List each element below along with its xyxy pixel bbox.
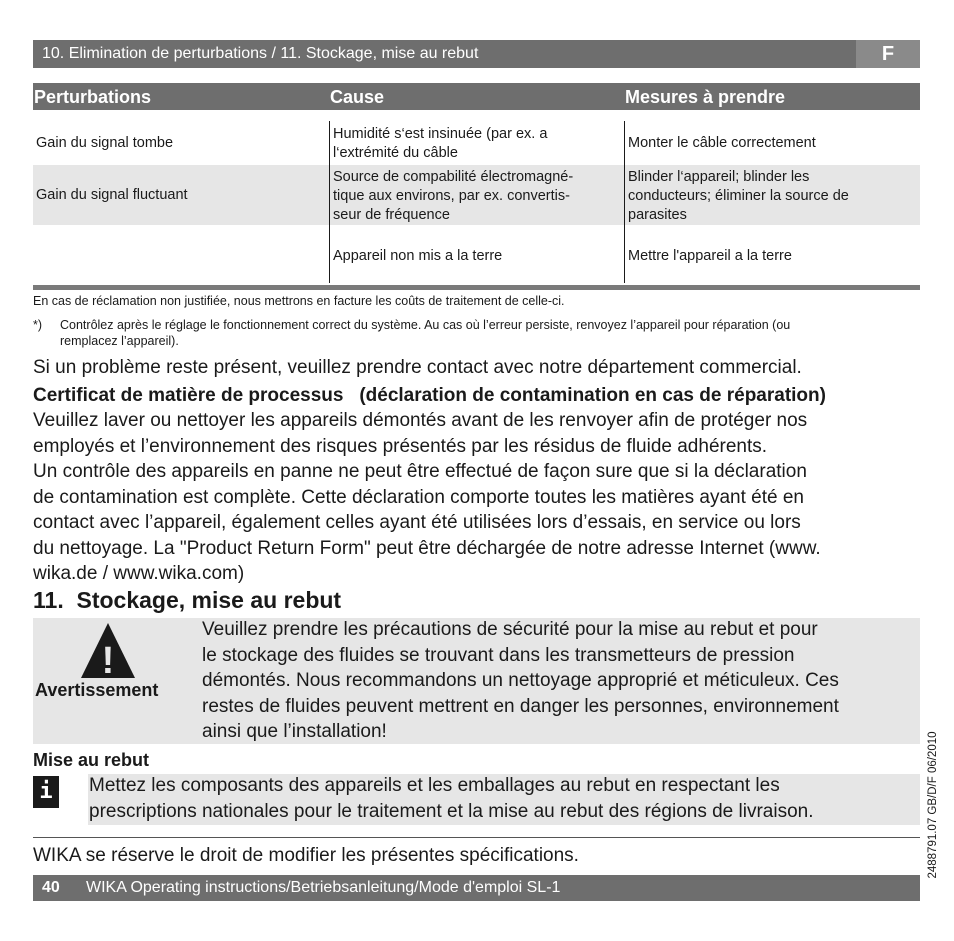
contact-paragraph: Si un problème reste présent, veuillez prendre contact avec notre département commercial. xyxy=(33,357,802,378)
table-divider xyxy=(624,121,625,165)
row1-mesure: Monter le câble correctement xyxy=(628,135,816,151)
claim-note: En cas de réclamation non justifiée, nous mettrons en facture les coûts de traitement de celle-ci. xyxy=(33,294,565,308)
row3-cause: Appareil non mis a la terre xyxy=(333,248,503,264)
row1-perturbation: Gain du signal tombe xyxy=(36,135,174,151)
col-header-cause: Cause xyxy=(330,87,385,107)
section-header-title: 10. Elimination de perturbations / 11. Stockage, mise au rebut xyxy=(42,45,479,62)
divider xyxy=(33,837,920,838)
col-header-perturbations: Perturbations xyxy=(34,87,152,107)
section-heading: 11. Stockage, mise au rebut xyxy=(33,587,342,613)
svg-text:!: ! xyxy=(101,640,115,680)
row2-cause: Source de compabilité électromagné- tique aux environs, par ex. convertis- seur de fréquence xyxy=(333,169,574,223)
table-bottom-rule xyxy=(33,285,920,290)
reserve-note: WIKA se réserve le droit de modifier les présentes spécifications. xyxy=(33,845,579,866)
footer-text: WIKA Operating instructions/Betriebsanleitung/Mode d'emploi SL-1 xyxy=(86,879,561,896)
footnote-text: Contrôlez après le réglage le fonctionnement correct du système. Au cas où l’erreur persiste, renvoyez l’appareil pour réparation (ou remplacez l’appareil). xyxy=(60,318,791,348)
warning-text: Veuillez prendre les précautions de sécurité pour la mise au rebut et pour le stockage des fluides se trouvant dans les transmetteurs de pression démontés. Nous recommandons un nettoyage approprié et méticuleux. Ces restes de fluides peuvent mettrent en danger les personnes, environnement ainsi que l’installation! xyxy=(202,619,839,742)
warning-label: Avertissement xyxy=(35,680,159,700)
table-divider xyxy=(624,225,625,283)
page-number: 40 xyxy=(42,879,60,896)
row3-mesure: Mettre l'appareil a la terre xyxy=(628,248,792,264)
table-divider xyxy=(329,225,330,283)
table-divider xyxy=(624,165,625,225)
disposal-text: Mettez les composants des appareils et les emballages au rebut en respectant les prescriptions nationales pour le traitement et la mise au rebut des régions de livraison. xyxy=(89,775,814,822)
cert-paragraph: Veuillez laver ou nettoyer les appareils démontés avant de les renvoyer afin de protéger nos employés et l’environnement des risques présentés par les résidus de fluide adhérents. Un contrôle des appareils en panne ne peut être effectué de façon sure que si la déclaration de contamination est complète. Cette déclaration comporte toutes les matières ayant été en contact avec l’appareil, également celles ayant été utilisées lors d’essais, en service ou lors du nettoyage. La "Product Return Form" peut être déchargée de notre adresse Internet (www. wika.de / www.wika.com) xyxy=(33,410,821,584)
disposal-heading: Mise au rebut xyxy=(33,750,150,770)
footnote-mark: *) xyxy=(33,318,43,332)
warning-triangle-icon xyxy=(79,620,137,680)
table-header-bar xyxy=(33,83,920,110)
row2-mesure: Blinder l‘appareil; blinder les conducteurs; éliminer la source de parasites xyxy=(628,169,849,223)
col-header-mesures: Mesures à prendre xyxy=(625,87,786,107)
info-icon: i xyxy=(33,776,59,808)
language-tab: F xyxy=(856,40,920,68)
cert-heading: Certificat de matière de processus (déclaration de contamination en cas de réparation) xyxy=(33,385,826,406)
table-divider xyxy=(329,121,330,165)
row2-perturbation: Gain du signal fluctuant xyxy=(36,187,188,203)
document-code: 2488791.07 GB/D/F 06/2010 xyxy=(927,731,939,879)
row1-cause: Humidité s‘est insinuée (par ex. a l‘extrémité du câble xyxy=(333,126,548,161)
table-divider xyxy=(329,165,330,225)
